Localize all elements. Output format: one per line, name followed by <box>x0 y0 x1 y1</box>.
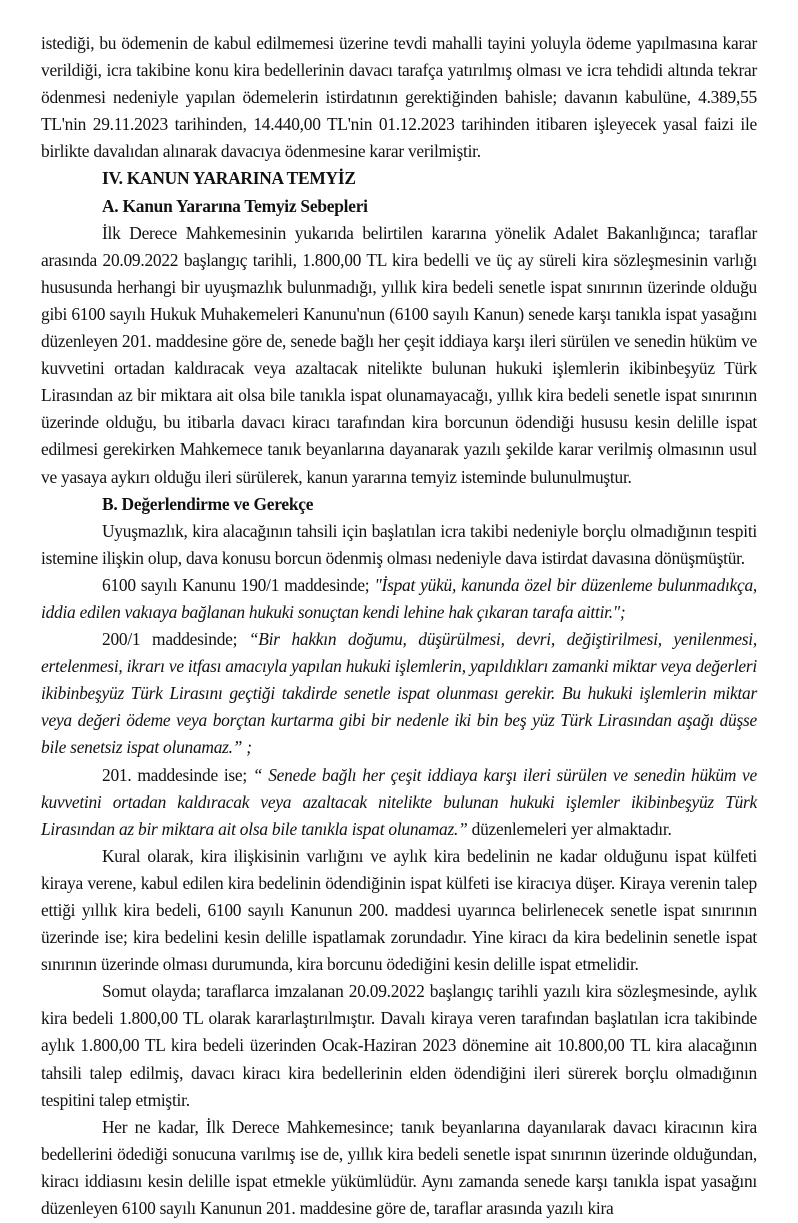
text-run: 200/1 maddesinde; <box>102 629 249 650</box>
text-run: Uyuşmazlık, kira alacağının tahsili için başlatılan icra takibi nedeniyle borçlu olmadığının tespiti istemine ilişkin olup, dava konusu borcun ödenmiş olması nedeniyle dava istirdat davasına dönüşmüştür. <box>41 520 757 568</box>
paragraph-appeal-grounds <box>41 220 757 491</box>
paragraph-article-201 <box>41 762 757 843</box>
quote-article-190: "İspat yükü, kanunda özel bir düzenleme bulunmadıkça, iddia edilen vakıaya bağlanan hukuki sonuçtan kendi lehine hak çıkaran tarafa aittir."; <box>41 574 758 622</box>
paragraph-dispute <box>41 518 757 572</box>
paragraph-article-200 <box>41 626 757 761</box>
text-run: Her ne kadar, İlk Derece Mahkemesince; tanık beyanlarına dayanılarak davacı kiracının kira bedellerini ödediği sonucuna varılmış ise de, yıllık kira bedeli senetle ispat sınırının üzerinde olduğundan, kiracı iddiasını kesin delille ispat etmekle yükümlüdür. Aynı zamanda senede karşı tanıkla ispat yasağını düzenleyen 6100 sayılı Kanunun 201. maddesine göre de, taraflar arasında yazılı kira <box>41 1116 757 1219</box>
paragraph-rule <box>41 843 757 978</box>
quote-article-200: “Bir hakkın doğumu, düşürülmesi, devri, değiştirilmesi, yenilenmesi, ertelenmesi, ikrarı ve itfası amacıyla yapılan hukuki işlemlerin, yapıldıkları zamanki miktar veya değerleri ikibinbeşyüz Türk Lirasını geçtiği takdirde senetle ispat olunması gerekir. Bu hukuki işlemlerin miktar veya değeri ödeme veya borçtan kurtarma gibi bir nedenle iki bin beş yüz Türk Lirasından aşağı düşse bile senetsiz ispat olunamaz.” ; <box>41 629 757 758</box>
paragraph-article-190 <box>41 572 757 626</box>
quote-article-201: “ Senede bağlı her çeşit iddiaya karşı ileri sürülen ve senedin hüküm ve kuvvetini ortadan kaldıracak veya azaltacak nitelikte bulunan hukuki işlemler ikibinbeşyüz Türk Lirasından az bir miktara ait olsa bile tanıkla ispat olunamaz.” <box>41 764 757 839</box>
text-run: Kural olarak, kira ilişkisinin varlığını ve aylık kira bedelinin ne kadar olduğunu ispat külfeti kiraya verene, kabul edilen kira bedelinin ödendiğinin ispat külfeti ise kiracıya düşer. Kiraya verenin talep ettiği yıllık kira bedeli, 6100 sayılı Kanunun 200. maddesi uyarınca belirlenecek senetle ispat sınırının üzerinde ise; kira bedelini kesin delille ispatlamak zorundadır. Yine kiracı da kira bedelinin senetle ispat sınırının üzerinde olması durumunda, kira borcunu ödediğini kesin delille ispat etmelidir. <box>41 845 757 975</box>
paragraph-evaluation <box>41 1114 757 1222</box>
paragraph-prior-decision <box>41 30 757 165</box>
subsection-heading-b: B. Değerlendirme ve Gerekçe <box>102 493 314 514</box>
text-run: İlk Derece Mahkemesinin yukarıda belirtilen kararına yönelik Adalet Bakanlığınca; taraflar arasında 20.09.2022 başlangıç tarihli, 1.800,00 TL kira bedelli ve üç ay süreli kira sözleşmesinin varlığı hususunda herhangi bir uyuşmazlık bulunmadığı, yıllık kira bedeli senetle ispat sınırının üzerinde olduğu gibi 6100 sayılı Hukuk Muhakemeleri Kanunu'nun (6100 sayılı Kanun) senede karşı tanıkla ispat yasağını düzenleyen 201. maddesine göre de, senede bağlı her çeşit iddiaya karşı ileri sürülen ve senedin hüküm ve kuvvetini ortadan kaldıracak veya azaltacak nitelikte bulunan hukuki işlemlerin ikibinbeşyüz Türk Lirasından az bir miktara ait olsa bile tanıkla ispat olunamayacağı, yıllık kira bedeli senetle ispat sınırının üzerinde olduğu, bu itibarla davacı kiracı tarafından kira borcunun ödendiği hususu kesin delille ispat edilmesi gerekirken Mahkemece tanık beyanlarına dayanarak yazılı şekilde karar verilmiş olmasının usul ve yasaya aykırı olduğu ileri sürülerek, kanun yararına temyiz isteminde bulunulmuştur. <box>41 222 757 487</box>
text-run: istediği, bu ödemenin de kabul edilmemesi üzerine tevdi mahalli tayini yoluyla ödeme yapılmasına karar verildiği, icra takibine konu kira bedellerinin davacı tarafça yatırılmış olması ve icra tehdidi altında tekrar ödenmesi nedeniyle yapılan ödemelerin istirdatının gerektiğinden bahisle; davanın kabulüne, 4.389,55 TL'nin 29.11.2023 tarihinden, 14.440,00 TL'nin 01.12.2023 tarihinden itibaren işleyecek yasal faizi ile birlikte davalıdan alınarak davacıya ödenmesine karar verilmiştir. <box>41 33 757 162</box>
text-run: 201. maddesinde ise; <box>102 764 253 785</box>
text-run: 6100 sayılı Kanunu 190/1 maddesinde; <box>102 574 375 595</box>
document-page <box>41 30 757 1222</box>
text-run: Somut olayda; taraflarca imzalanan 20.09.2022 başlangıç tarihli yazılı kira sözleşmesinde, aylık kira bedeli 1.800,00 TL olarak kararlaştırılmıştır. Davalı kiraya veren tarafından başlatılan icra takibinde aylık 1.800,00 TL kira bedeli üzerinden Ocak-Haziran 2023 dönemine ait 10.800,00 TL kira alacağının tahsili talep edilmiş, davacı kiracı kira bedellerinin elden ödendiğini ileri sürerek borçlu olmadığının tespitini talep etmiştir. <box>41 981 757 1110</box>
text-run: düzenlemeleri yer almaktadır. <box>467 818 672 839</box>
subsection-heading-a: A. Kanun Yararına Temyiz Sebepleri <box>102 195 368 216</box>
section-heading-iv: IV. KANUN YARARINA TEMYİZ <box>102 168 356 189</box>
paragraph-concrete-case <box>41 978 757 1113</box>
